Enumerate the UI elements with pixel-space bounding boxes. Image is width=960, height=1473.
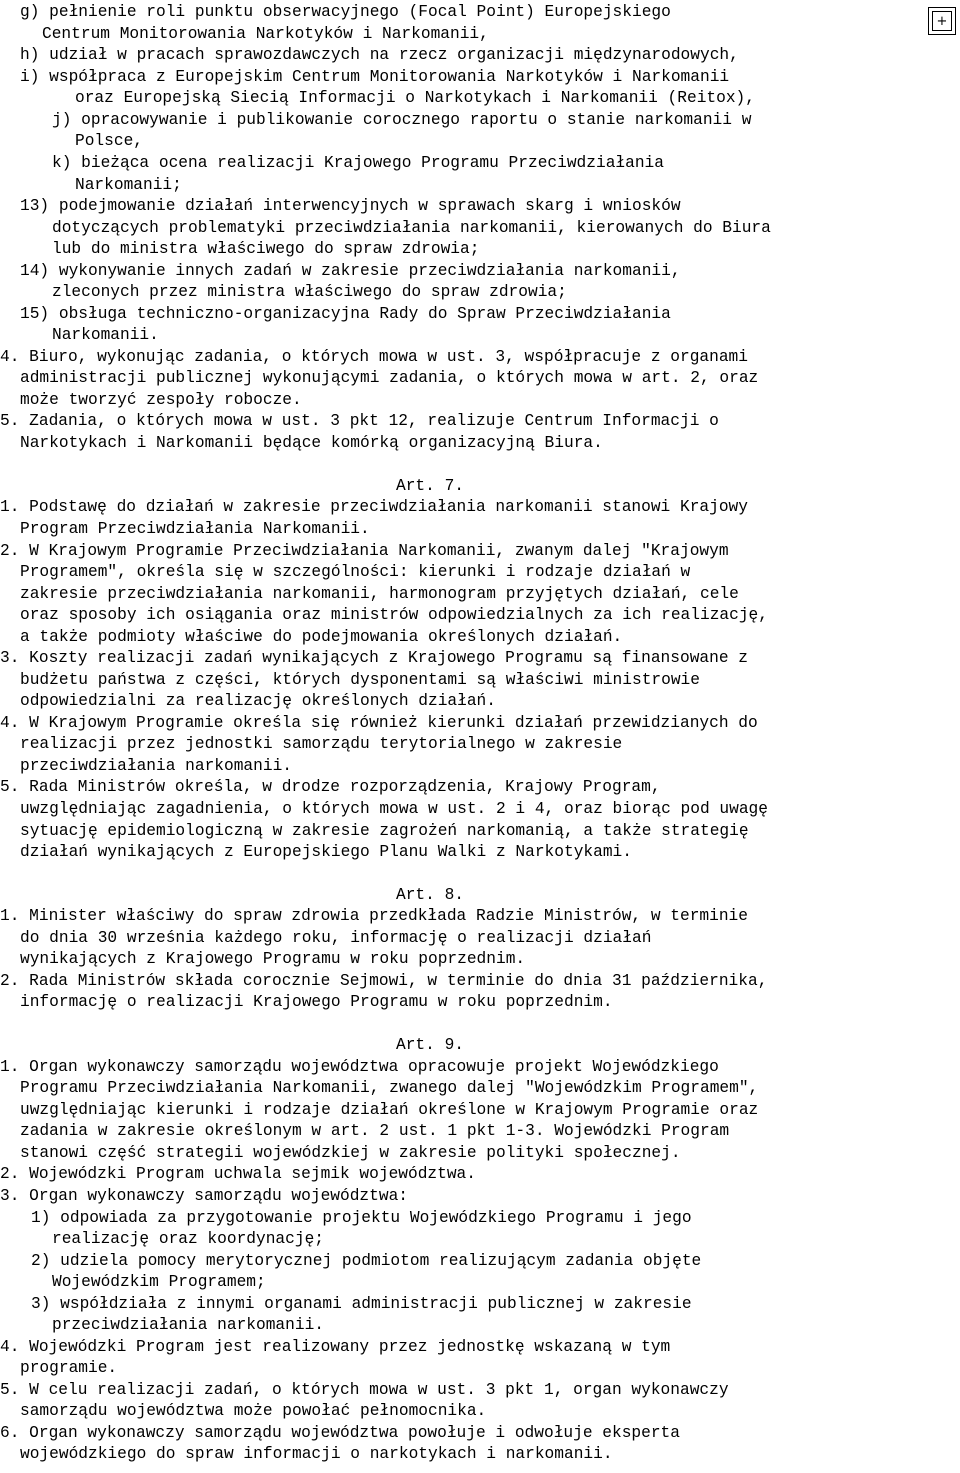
text-line: 5. Zadania, o których mowa w ust. 3 pkt 12, realizuje Centrum Informacji o: [0, 412, 719, 430]
text-line: 1) odpowiada za przygotowanie projektu Wojewódzkiego Programu i jego: [31, 1209, 692, 1227]
text-line: 2. Rada Ministrów składa corocznie Sejmowi, w terminie do dnia 31 października,: [0, 972, 768, 990]
text-line: zleconych przez ministra właściwego do spraw zdrowia;: [52, 283, 567, 301]
text-line: h) udział w pracach sprawozdawczych na rzecz organizacji międzynarodowych,: [20, 46, 739, 64]
text-line: budżetu państwa z części, których dysponentami są właściwi ministrowie: [20, 671, 700, 689]
text-line: odpowiedzialni za realizację określonych działań.: [20, 692, 496, 710]
text-line: 3) współdziała z innymi organami administracji publicznej w zakresie: [31, 1295, 692, 1313]
text-line: wynikających z Krajowego Programu w roku poprzednim.: [20, 950, 526, 968]
text-line: 5. Rada Ministrów określa, w drodze rozporządzenia, Krajowy Program,: [0, 778, 661, 796]
text-line: 6. Organ wykonawczy samorządu województwa powołuje i odwołuje eksperta: [0, 1424, 680, 1442]
text-line: uwzględniając kierunki i rodzaje działań określone w Krajowym Programie oraz: [20, 1101, 759, 1119]
text-line: przeciwdziałania narkomanii.: [52, 1316, 324, 1334]
text-line: oraz sposoby ich osiągania oraz ministrów odpowiedzialnych za ich realizację,: [20, 606, 768, 624]
text-line: 15) obsługa techniczno-organizacyjna Rady do Spraw Przeciwdziałania: [20, 305, 671, 323]
text-line: Centrum Monitorowania Narkotyków i Narkomanii,: [42, 25, 489, 43]
text-line: do dnia 30 września każdego roku, informację o realizacji działań: [20, 929, 652, 947]
text-line: administracji publicznej wykonującymi zadania, o których mowa w art. 2, oraz: [20, 369, 759, 387]
text-line: zadania w zakresie określonym w art. 2 ust. 1 pkt 1-3. Wojewódzki Program: [20, 1122, 730, 1140]
text-line: g) pełnienie roli punktu obserwacyjnego (Focal Point) Europejskiego: [20, 3, 671, 21]
text-line: 5. W celu realizacji zadań, o których mowa w ust. 3 pkt 1, organ wykonawczy: [0, 1381, 729, 1399]
expand-button[interactable]: [928, 7, 956, 35]
text-line: 2. Wojewódzki Program uchwala sejmik województwa.: [0, 1165, 476, 1183]
text-line: a także podmioty właściwe do podejmowania określonych działań.: [20, 628, 623, 646]
text-line: oraz Europejską Siecią Informacji o Narkotykach i Narkomanii (Reitox),: [75, 89, 755, 107]
text-line: realizację oraz koordynację;: [52, 1230, 324, 1248]
text-line: j) opracowywanie i publikowanie corocznego raportu o stanie narkomanii w: [52, 111, 752, 129]
text-line: samorządu województwa może powołać pełnomocnika.: [20, 1402, 487, 1420]
text-line: 3. Koszty realizacji zadań wynikających z Krajowego Programu są finansowane z: [0, 649, 748, 667]
text-line: 3. Organ wykonawczy samorządu województwa:: [0, 1187, 408, 1205]
article-heading: Art. 7.: [396, 477, 464, 495]
text-line: 13) podejmowanie działań interwencyjnych w sprawach skarg i wniosków: [20, 197, 681, 215]
text-line: sytuację epidemiologiczną w zakresie zagrożeń narkomanią, a także strategię: [20, 822, 749, 840]
article-heading: Art. 9.: [396, 1036, 464, 1054]
text-line: 1. Minister właściwy do spraw zdrowia przedkłada Radzie Ministrów, w terminie: [0, 907, 748, 925]
text-line: 1. Organ wykonawczy samorządu województwa opracowuje projekt Wojewódzkiego: [0, 1058, 719, 1076]
text-line: 2. W Krajowym Programie Przeciwdziałania Narkomanii, zwanym dalej "Krajowym: [0, 542, 729, 560]
text-line: Narkomanii;: [75, 176, 182, 194]
text-line: Polsce,: [75, 132, 143, 150]
text-line: uwzględniając zagadnienia, o których mowa w ust. 2 i 4, oraz biorąc pod uwagę: [20, 800, 768, 818]
text-line: informację o realizacji Krajowego Programu w roku poprzednim.: [20, 993, 613, 1011]
text-line: przeciwdziałania narkomanii.: [20, 757, 292, 775]
text-line: 4. Biuro, wykonując zadania, o których mowa w ust. 3, współpracuje z organami: [0, 348, 748, 366]
text-line: 14) wykonywanie innych zadań w zakresie przeciwdziałania narkomanii,: [20, 262, 681, 280]
text-line: dotyczących problematyki przeciwdziałania narkomanii, kierowanych do Biura: [52, 219, 771, 237]
text-line: Program Przeciwdziałania Narkomanii.: [20, 520, 370, 538]
plus-icon: +: [932, 11, 952, 31]
text-line: 1. Podstawę do działań w zakresie przeciwdziałania narkomanii stanowi Krajowy: [0, 498, 748, 516]
text-line: zakresie przeciwdziałania narkomanii, harmonogram przyjętych działań, cele: [20, 585, 739, 603]
text-line: i) współpraca z Europejskim Centrum Monitorowania Narkotyków i Narkomanii: [20, 68, 730, 86]
text-line: może tworzyć zespoły robocze.: [20, 391, 302, 409]
text-line: Wojewódzkim Programem;: [52, 1273, 266, 1291]
article-heading: Art. 8.: [396, 886, 464, 904]
text-line: Programem", określa się w szczególności: kierunki i rodzaje działań w: [20, 563, 691, 581]
text-line: 2) udziela pomocy merytorycznej podmiotom realizującym zadania objęte: [31, 1252, 702, 1270]
text-line: działań wynikających z Europejskiego Planu Walki z Narkotykami.: [20, 843, 632, 861]
text-line: lub do ministra właściwego do spraw zdrowia;: [52, 240, 480, 258]
text-line: stanowi część strategii wojewódzkiej w zakresie polityki społecznej.: [20, 1144, 681, 1162]
text-line: k) bieżąca ocena realizacji Krajowego Programu Przeciwdziałania: [52, 154, 664, 172]
text-line: Narkomanii.: [52, 326, 159, 344]
text-line: realizacji przez jednostki samorządu terytorialnego w zakresie: [20, 735, 623, 753]
text-line: wojewódzkiego do spraw informacji o narkotykach i narkomanii.: [20, 1445, 613, 1463]
text-line: Programu Przeciwdziałania Narkomanii, zwanego dalej "Wojewódzkim Programem",: [20, 1079, 759, 1097]
text-line: programie.: [20, 1359, 118, 1377]
text-line: 4. Wojewódzki Program jest realizowany przez jednostkę wskazaną w tym: [0, 1338, 671, 1356]
text-line: Narkotykach i Narkomanii będące komórką organizacyjną Biura.: [20, 434, 603, 452]
text-line: 4. W Krajowym Programie określa się również kierunki działań przewidzianych do: [0, 714, 758, 732]
